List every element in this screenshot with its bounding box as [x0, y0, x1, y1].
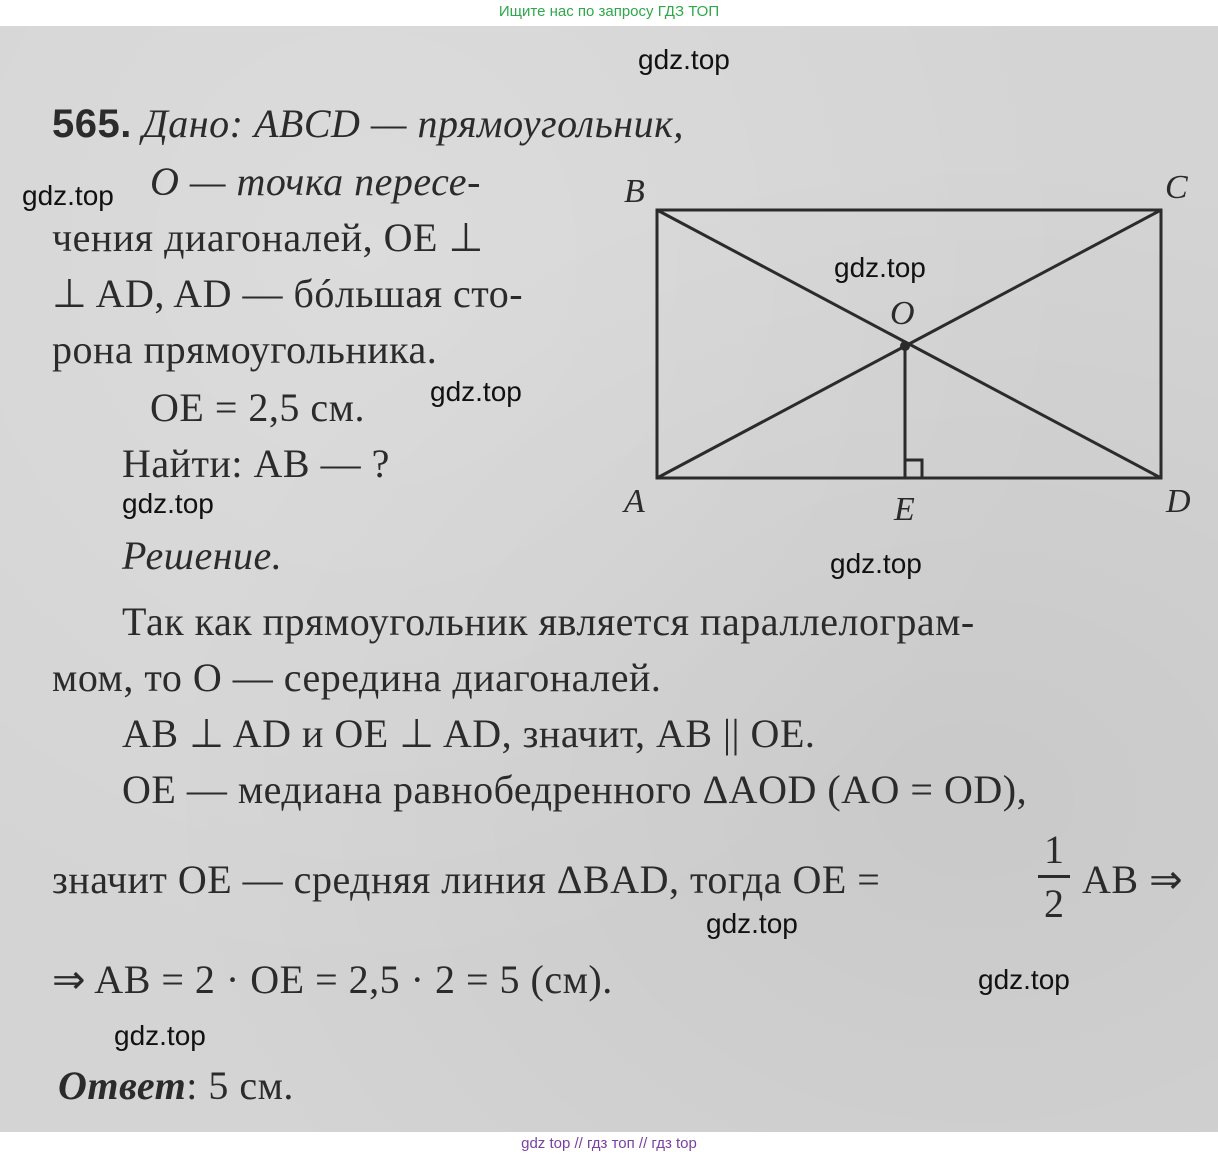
label-o: O — [890, 295, 915, 332]
label-e: E — [894, 491, 915, 528]
watermark: gdz.top — [114, 1020, 206, 1051]
solution-p1: Так как прямоугольник является параллелограм- — [122, 599, 975, 644]
given-line-6: OE = 2,5 см. — [150, 385, 365, 430]
watermark: gdz.top — [830, 548, 922, 579]
right-angle-mark — [905, 460, 922, 478]
given-line-4: ⊥ AD, AD — бóльшая сто- — [52, 271, 524, 316]
given-line-3: чения диагоналей, OE ⊥ — [52, 215, 484, 260]
label-b: B — [624, 173, 645, 210]
solution-p5a: значит OE — средняя линия ΔBAD, тогда OE = — [52, 857, 881, 902]
watermark: gdz.top — [22, 180, 114, 211]
problem-number: 565. — [52, 102, 132, 146]
fraction-denominator: 2 — [1044, 881, 1064, 926]
given-label: Дано — [142, 101, 230, 146]
fraction-bar — [1038, 875, 1070, 878]
solution-heading: Решение. — [122, 533, 283, 578]
solution-p2: мом, то O — середина диагоналей. — [52, 655, 662, 700]
answer-label: Ответ — [58, 1063, 187, 1108]
rectangle-figure — [620, 170, 1200, 530]
watermark: gdz.top — [638, 44, 730, 75]
given-line-1 — [52, 100, 684, 147]
watermark: gdz.top — [978, 964, 1070, 995]
watermark: gdz.top — [706, 908, 798, 939]
given-text-1: : ABCD — прямоугольник, — [229, 101, 684, 146]
watermark: gdz.top — [430, 376, 522, 407]
fraction-numerator: 1 — [1044, 827, 1064, 872]
label-d: D — [1166, 483, 1191, 520]
find-line: Найти: AB — ? — [122, 441, 390, 486]
given-line-2: O — точка пересе- — [150, 159, 481, 204]
bottom-banner[interactable]: gdz top // гдз топ // гдз top — [0, 1132, 1218, 1159]
label-a: A — [624, 483, 645, 520]
given-line-5: рона прямоугольника. — [52, 327, 438, 372]
watermark: gdz.top — [834, 252, 926, 283]
solution-p3: AB ⊥ AD и OE ⊥ AD, значит, AB || OE. — [122, 711, 816, 756]
fraction-one-half — [1034, 826, 1074, 927]
answer-line — [58, 1062, 294, 1109]
watermark: gdz.top — [122, 488, 214, 519]
solution-p4: OE — медиана равнобедренного ΔAOD (AO = OD), — [122, 767, 1028, 812]
point-o — [900, 341, 910, 351]
label-c: C — [1165, 170, 1188, 206]
answer-value: : 5 см. — [186, 1063, 294, 1108]
solution-p6: ⇒ AB = 2 · OE = 2,5 · 2 = 5 (см). — [52, 957, 613, 1002]
top-banner[interactable]: Ищите нас по запросу ГДЗ ТОП — [0, 0, 1218, 26]
solution-p5b: AB ⇒ — [1082, 857, 1184, 902]
